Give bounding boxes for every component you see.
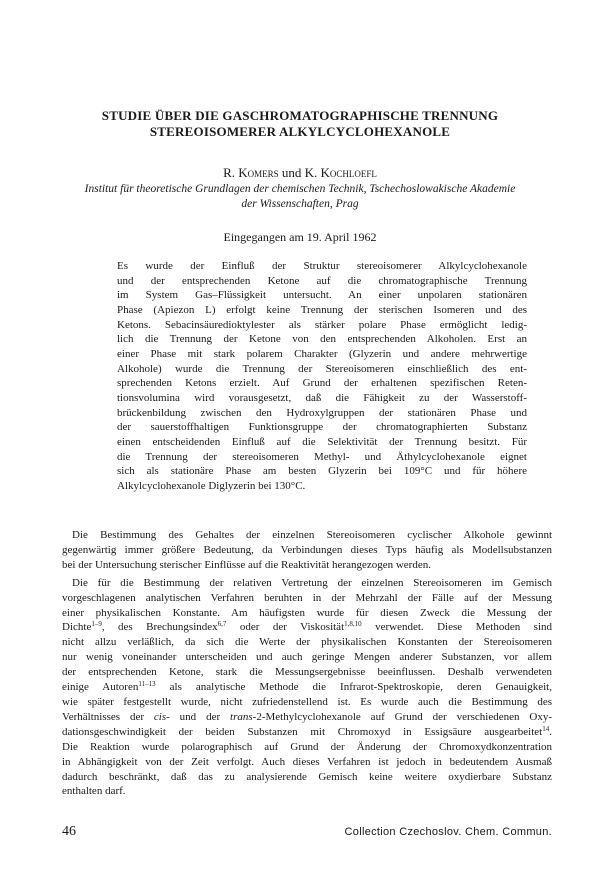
body-text-span: - und der — [166, 710, 231, 723]
body-line — [62, 725, 552, 740]
body-line: wie später festgestellt wurde, nicht zufriedenstellend ist. Es wurde auch die Bestimmung des — [62, 695, 552, 708]
body-line: in Abhängigkeit von der Zeit verfolgt. Auch dieses Verfahren ist jedoch in bedeutendem Ausmaß — [62, 755, 552, 768]
abstract-line: sprechenden Ketons erzielt. Auf Grund der erhaltenen spezifischen Reten- — [117, 377, 527, 390]
received-date: Eingegangen am 19. April 1962 — [223, 230, 377, 244]
body-text-span: einige Autoren — [62, 681, 139, 694]
body-text-span: dationsgeschwindigkeit der beiden Substanzen mit Chromoxyd in Essigsäure ausgearbeitet — [62, 725, 543, 738]
abstract-line: brückenbildung zwischen den Hydroxylgruppen der stationären Phase und — [117, 406, 527, 419]
citation-ref: 1,8,10 — [344, 620, 362, 629]
body-line: nicht allzu verläßlich, da sich die Werte der physikalischen Konstanten der Stereoisomeren — [62, 636, 552, 649]
body-text-span: oder der Viskosität — [226, 621, 345, 634]
abstract — [117, 259, 527, 494]
abstract-line: die Trennung der stereoisomeren Methyl- und Äthylcyclohexanole eignet — [117, 450, 527, 463]
citation-ref: 1–9 — [91, 620, 102, 629]
body-line: bei der Untersuchung sterischer Einflüsse auf die Reaktivität herangezogen werden. — [62, 558, 431, 571]
affiliation — [40, 182, 560, 212]
citation-ref: 14 — [542, 724, 550, 733]
body-line: vorgeschlagenen analytischen Verfahren beruhten in der Mehrzahl der Fälle auf der Messung — [62, 591, 552, 604]
body-line — [62, 710, 552, 725]
abstract-line: tionsvolumina wird vorausgesetzt, daß die Fähigkeit zu der Wasserstoff- — [117, 391, 527, 404]
abstract-line: Es wurde der Einfluß der Struktur stereoisomerer Alkylcyclohexanole — [117, 260, 527, 272]
title-line-1: STUDIE ÜBER DIE GASCHROMATOGRAPHISCHE TRENNUNG — [101, 108, 499, 123]
affiliation-line-2: der Wissenschaften, Prag — [241, 198, 359, 210]
author-line — [60, 165, 540, 181]
body-text-span: Dichte — [62, 621, 92, 634]
body-text — [62, 528, 552, 799]
body-line: Die Bestimmung des Gehaltes der einzelnen Stereoisomeren cyclischer Alkohole gewinnt — [72, 529, 552, 541]
body-line: Die Reaktion wurde polarographisch auf Grund der Änderung der Chromoxydkonzentration — [62, 740, 552, 753]
body-line — [62, 620, 552, 635]
body-italic-trans: trans — [230, 710, 253, 723]
body-line: gegenwärtig immer größere Bedeutung, da Verbindungen dieses Typs häufig als Modellsubstanzen — [62, 543, 552, 556]
paper-title — [60, 108, 540, 140]
body-line: Die für die Bestimmung der relativen Vertretung der einzelnen Stereoisomeren im Gemisch — [72, 576, 552, 589]
abstract-line: im System Gas–Flüssigkeit untersucht. An einer unpolaren stationären — [117, 289, 527, 302]
abstract-line: Alkohole) wurde die Trennung der Stereoisomeren einschließlich des ent- — [117, 362, 527, 375]
body-line: einer physikalischen Konstante. Am häufigsten wurde für diesen Zweck die Messung der — [62, 606, 552, 619]
body-text-span: . — [549, 725, 552, 738]
author-kochloefl: K. Kochloefl — [304, 165, 377, 180]
abstract-line: Alkylcyclohexanole Diglyzerin bei 130°C. — [117, 479, 306, 492]
page-number: 46 — [62, 824, 76, 839]
body-line: der entsprechenden Ketone, stark die Messungsergebnisse beeinflussen. Deshalb verwendeten — [62, 666, 552, 679]
affiliation-line-1: Institut für theoretische Grundlagen der chemischen Technik, Tschechoslowakische Akademie — [84, 183, 516, 195]
author-komers: R. Komers — [223, 165, 279, 180]
citation-ref: 11–13 — [138, 680, 156, 689]
body-line — [62, 680, 552, 695]
body-text-span: Verhältnisses der — [62, 710, 154, 723]
citation-ref: 6,7 — [217, 620, 227, 629]
abstract-line: lich die Trennung der Ketone von den entsprechenden Alkoholen. Erst an — [117, 333, 527, 346]
body-text-span: , des Brechungsindex — [101, 621, 218, 634]
body-line: enthalten darf. — [62, 785, 126, 798]
abstract-line: Ketons. Sebacinsäuredioktylester als stärker polare Phase ermöglicht ledig- — [117, 318, 527, 331]
body-text-span: -2-Methylcyclohexanole auf Grund der verschiedenen Oxy- — [252, 710, 552, 723]
body-text-span: verwendet. Diese Methoden sind — [361, 621, 553, 634]
abstract-line: der sauerstoffhaltigen Funktionsgruppe der chromatographierten Substanz — [117, 421, 527, 434]
body-line: nur wenig voneinander unterscheiden und auch geringe Mengen anderer Substanzen, vor allem — [62, 651, 552, 664]
abstract-line: einen entscheidenden Einfluß auf die Selektivität der Trennung besitzt. Für — [117, 435, 527, 448]
body-italic-cis: cis — [153, 710, 167, 723]
abstract-line: sich als stationäre Phase am besten Glyzerin bei 109°C und für höhere — [117, 465, 527, 478]
body-text-span: als analytische Methode die Infrarot-Spektroskopie, deren Genauigkeit, — [155, 681, 552, 694]
abstract-line: Phase (Apiezon L) erfolgt keine Trennung der sterischen Isomeren und des — [117, 303, 527, 316]
body-line: dadurch beschränkt, daß das zu analysierende Gemisch keine weitere oxydierbare Substanz — [62, 770, 552, 783]
journal-name: Collection Czechoslov. Chem. Commun. — [344, 826, 552, 838]
title-line-2: STEREOISOMERER ALKYLCYCLOHEXANOLE — [149, 124, 451, 139]
abstract-line: und der entsprechenden Ketone auf die chromatographische Trennung — [117, 274, 527, 287]
abstract-line: einer Phase mit stark polarem Charakter (Glyzerin und andere mehrwertige — [117, 347, 527, 360]
author-connector: und — [278, 165, 305, 180]
